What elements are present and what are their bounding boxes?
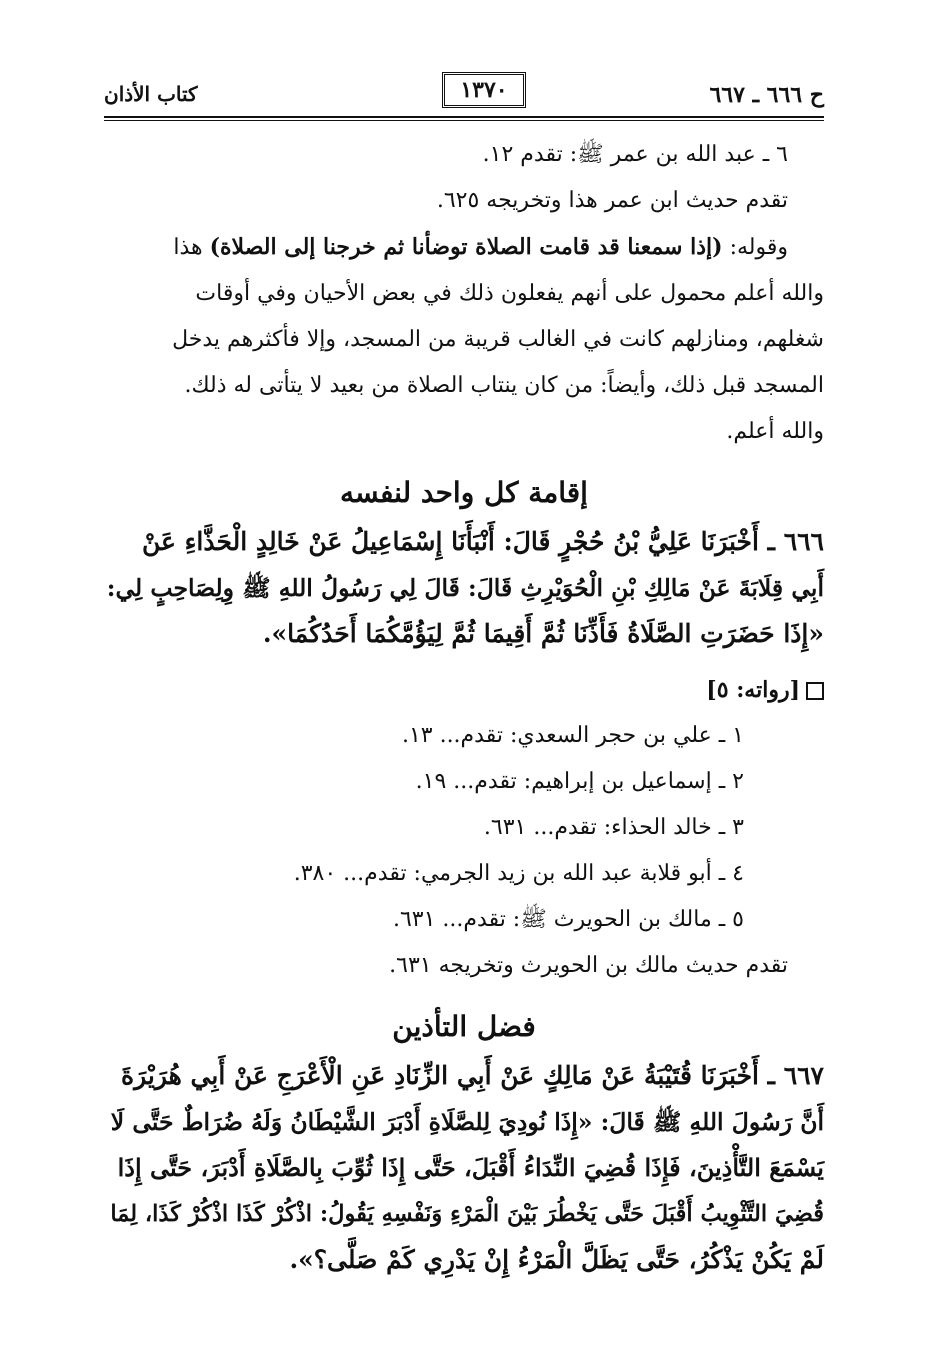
commentary-line: والله أعلم محمول على أنهم يفعلون ذلك في بعض الأحيان وفي أوقات <box>195 281 824 306</box>
square-bullet-icon <box>806 682 824 700</box>
commentary-line: شغلهم، ومنازلهم كانت في الغالب قريبة من المسجد، وإلا فأكثرهم يدخل <box>172 327 824 352</box>
takhrij-note: تقدم حديث مالك بن الحويرث وتخريجه ٦٣١. <box>389 953 788 978</box>
page-body <box>104 132 824 1283</box>
hadith-line: ٦٦٦ ـ أَخْبَرَنَا عَلِيُّ بْنُ حُجْرٍ قَالَ: أَنْبَأَنَا إِسْمَاعِيلُ عَنْ خَالِدٍ الْحَذَّاءِ عَنْ <box>142 527 824 556</box>
commentary-prefix: وقوله: <box>722 235 788 260</box>
running-header <box>104 72 824 116</box>
chapter-heading: إقامة كل واحد لنفسه <box>340 476 588 509</box>
commentary-quote: (إذا سمعنا قد قامت الصلاة توضأنا ثم خرجنا إلى الصلاة) <box>209 234 723 260</box>
chapter-title: كتاب الأذان <box>104 82 198 106</box>
chapter-heading: فضل التأذين <box>392 1010 536 1043</box>
hadith-range: ح ٦٦٦ ـ ٦٦٧ <box>709 82 824 108</box>
commentary-suffix: هذا <box>173 235 210 260</box>
narrators-heading <box>104 667 824 713</box>
narrators-label: [رواته: ٥] <box>706 677 800 703</box>
narrator-line: ٦ ـ عبد الله بن عمر ﷺ: تقدم ١٢. <box>482 142 788 167</box>
commentary-line <box>104 224 824 271</box>
hadith-line: قُضِيَ التَّثْوِيبُ أَقْبَلَ حَتَّى يَخْطُرَ بَيْنَ الْمَرْءِ وَنَفْسِهِ يَقُولُ: اذْكُرْ كَذَا اذْكُرْ كَذَا، لِمَا <box>110 1201 824 1227</box>
hadith-line: أَبِي قِلَابَةَ عَنْ مَالِكِ بْنِ الْحُوَيْرِثِ قَالَ: قَالَ لِي رَسُولُ اللهِ ﷺ وِلِصَاحِبٍ لِي: <box>106 574 824 602</box>
page-number: ١٣٧٠ <box>442 72 526 108</box>
hadith-line: يَسْمَعَ التَّأْذِينَ، فَإِذَا قُضِيَ النِّدَاءُ أَقْبَلَ، حَتَّى إِذَا ثُوِّبَ بِالصَّلَاةِ أَدْبَرَ، حَتَّى إِذَا <box>117 1153 824 1182</box>
narrator-line: ١ ـ علي بن حجر السعدي: تقدم... ١٣. <box>401 723 744 748</box>
commentary-line: المسجد قبل ذلك، وأيضاً: من كان ينتاب الصلاة من بعيد لا يتأتى له ذلك. <box>184 373 824 398</box>
narrator-line: ٢ ـ إسماعيل بن إبراهيم: تقدم... ١٩. <box>415 769 744 794</box>
header-rule <box>104 116 824 118</box>
commentary-line: والله أعلم. <box>726 419 824 444</box>
hadith-line: ٦٦٧ ـ أَخْبَرَنَا قُتَيْبَةُ عَنْ مَالِكٍ عَنْ أَبِي الزِّنَادِ عَنِ الْأَعْرَجِ عَنْ أَبِي هُرَيْرَةَ <box>121 1061 824 1090</box>
narrator-line: ٣ ـ خالد الحذاء: تقدم... ٦٣١. <box>483 815 744 840</box>
narrator-line: ٤ ـ أبو قلابة عبد الله بن زيد الجرمي: تقدم... ٣٨٠. <box>293 861 744 886</box>
hadith-line: «إِذَا حَضَرَتِ الصَّلَاةُ فَأَذِّنَا ثُمَّ أَقِيمَا ثُمَّ لِيَؤُمَّكُمَا أَحَدُكُمَا». <box>262 619 824 648</box>
takhrij-note: تقدم حديث ابن عمر هذا وتخريجه ٦٢٥. <box>436 188 788 213</box>
hadith-line: لَمْ يَكُنْ يَذْكُرُ، حَتَّى يَظَلَّ الْمَرْءُ إِنْ يَدْرِي كَمْ صَلَّى؟». <box>289 1245 824 1274</box>
narrator-line: ٥ ـ مالك بن الحويرث ﷺ: تقدم... ٦٣١. <box>392 907 744 932</box>
hadith-line: أَنَّ رَسُولَ اللهِ ﷺ قَالَ: «إِذَا نُودِيَ لِلصَّلَاةِ أَدْبَرَ الشَّيْطَانُ وَلَهُ ضُرَاطٌ حَتَّى لَا <box>110 1108 824 1136</box>
